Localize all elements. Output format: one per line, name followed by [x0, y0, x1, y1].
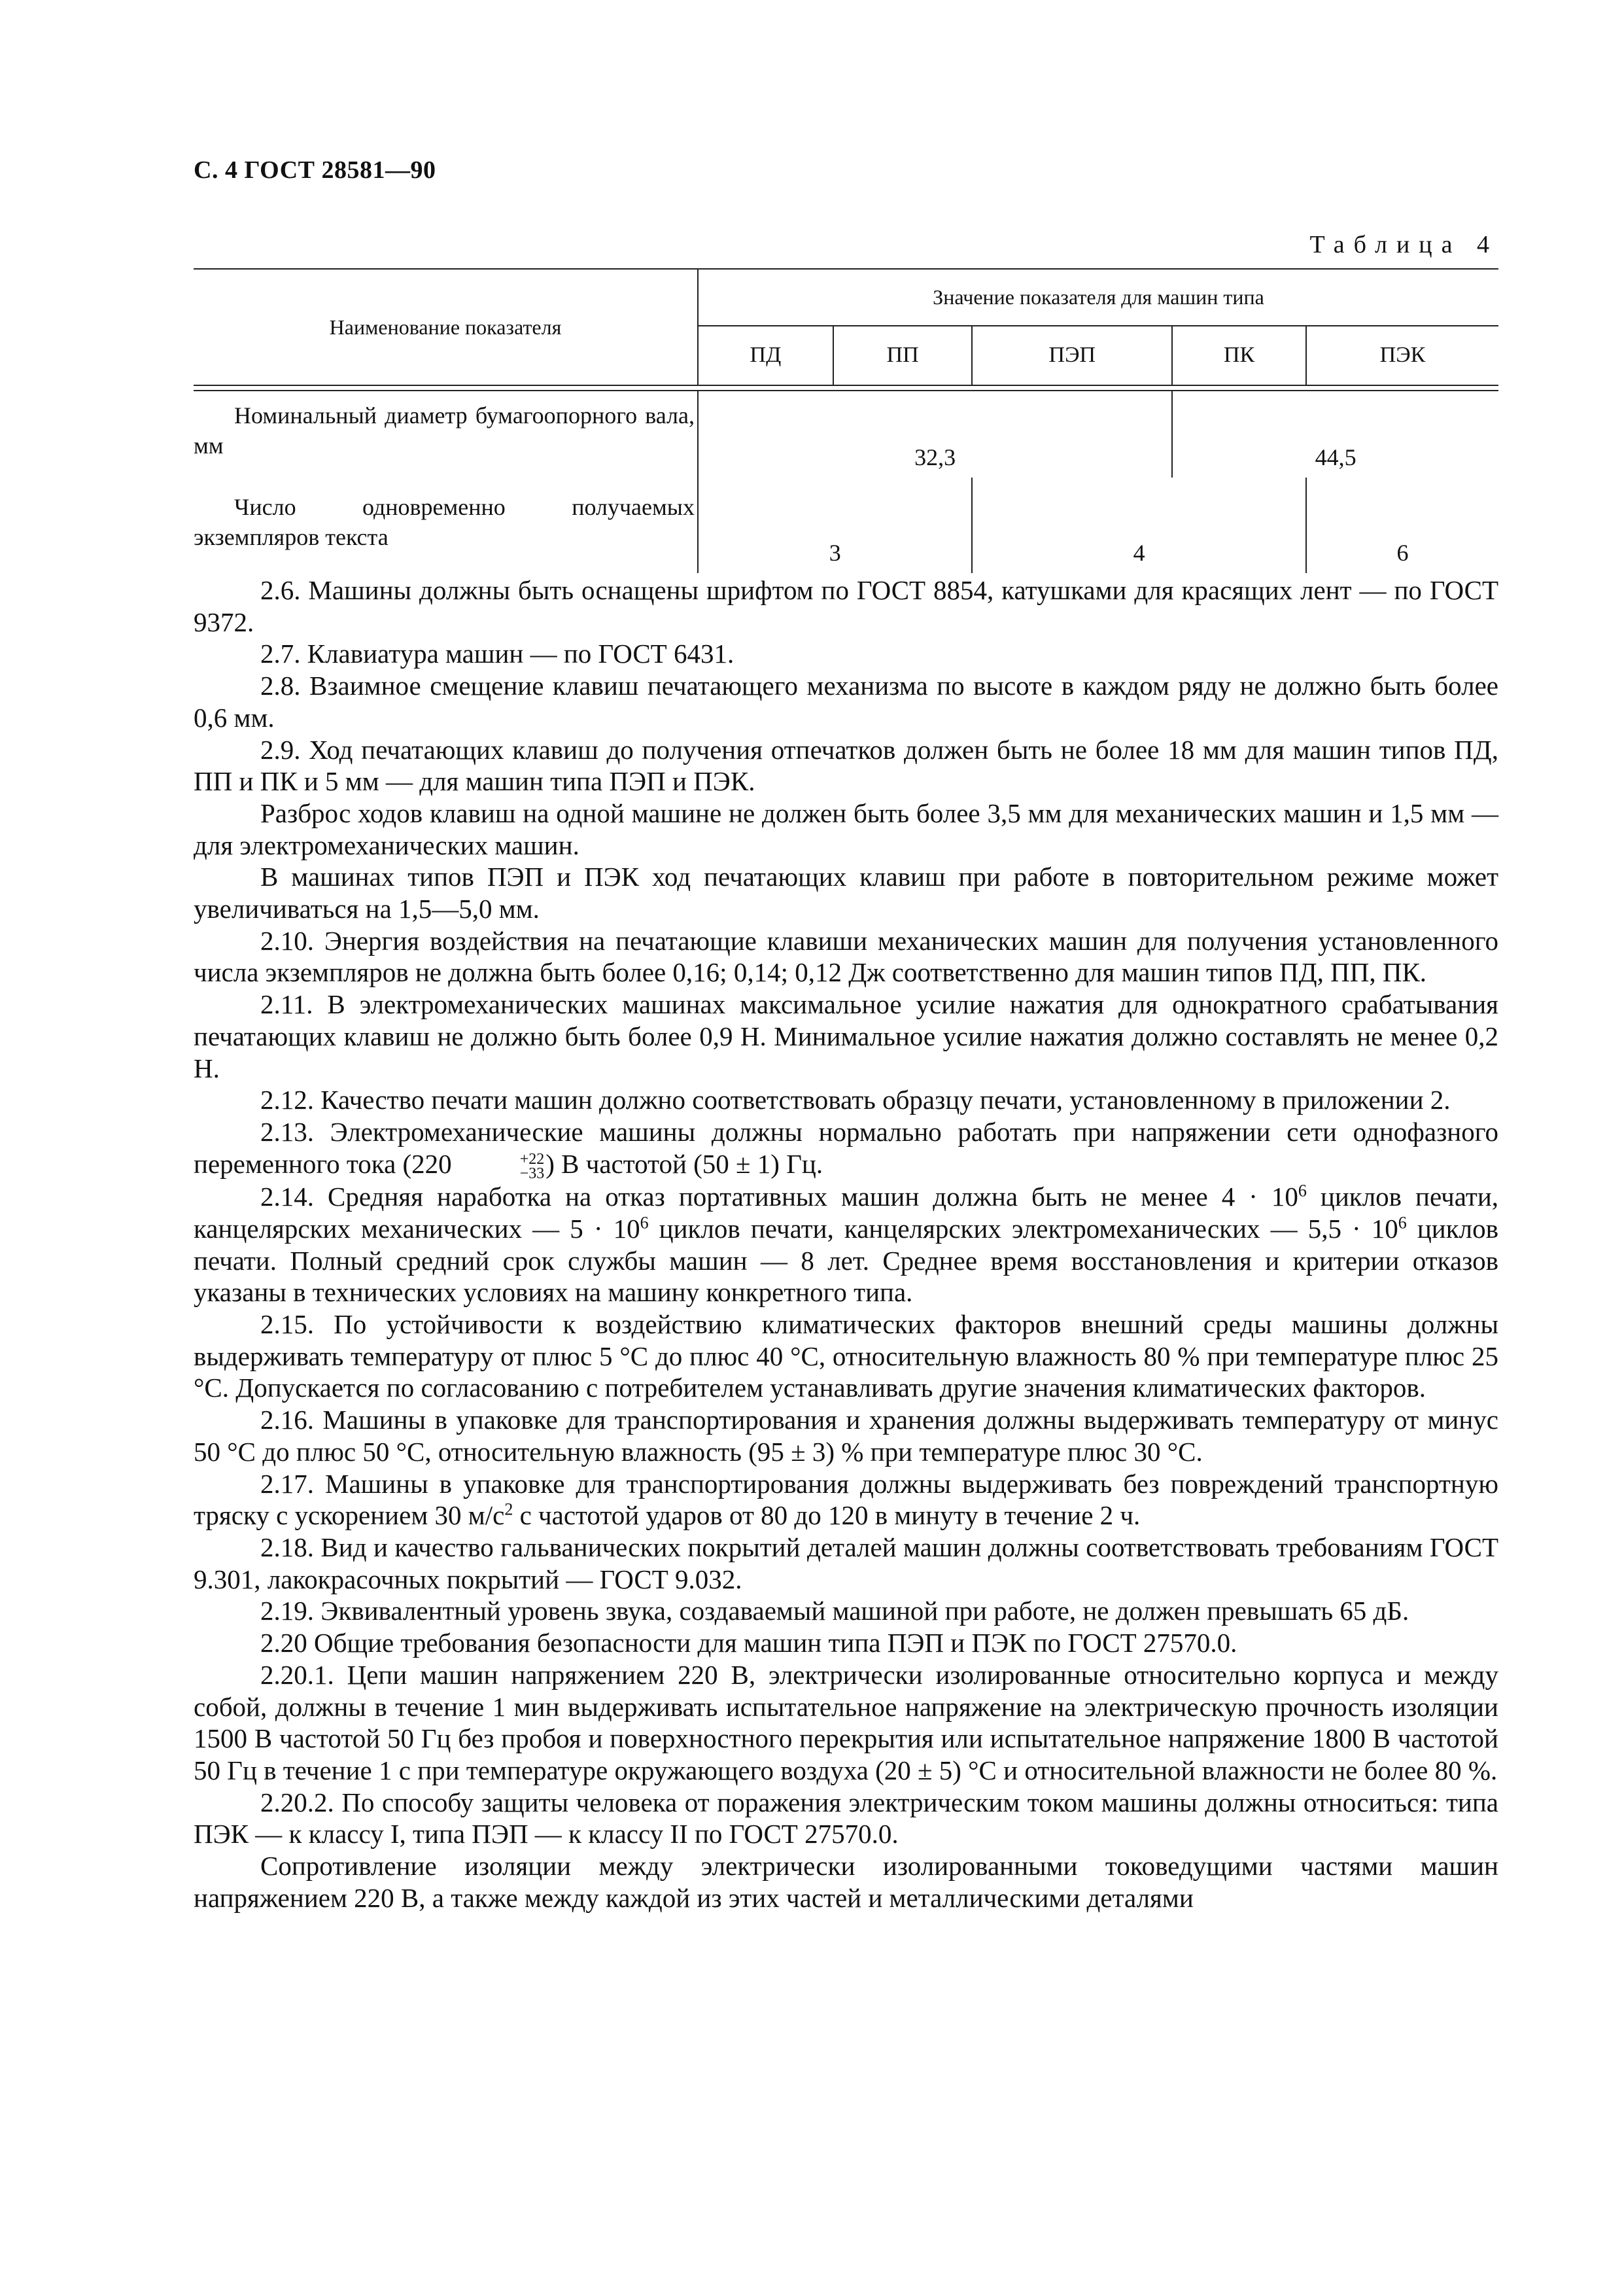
table-cell: 44,5 — [1315, 444, 1356, 470]
paragraph: В машинах типов ПЭП и ПЭК ход печатающих клавиш при работе в повторительном режиме может увеличиваться на 1,5—5,0 мм. — [194, 862, 1498, 924]
paragraph: 2.16. Машины в упаковке для транспортирования и хранения должны выдерживать температуру от минус 50 °С до плюс 50 °С, относительную влажность (95 ± 3) % при температуре плюс 30 °С. — [194, 1405, 1498, 1467]
table-cell: 3 — [698, 478, 972, 573]
table-header-group: Значение показателя для машин типа — [698, 269, 1498, 326]
spec-table — [194, 268, 1498, 573]
paragraph: 2.15. По устойчивости к воздействию климатических факторов внешний среды машины должны выдерживать температуру от плюс 5 °С до плюс 40 °С, относительную влажность 80 % при температуре плюс 25 °С. Допускается по согласованию с потребителем устанавливать другие значения климатических факторов. — [194, 1309, 1498, 1403]
paragraph: Сопротивление изоляции между электрически изолированными токоведущими частями машин напряжением 220 В, а также между каждой из этих частей и металлическими деталями — [194, 1851, 1498, 1913]
table-header-type: ПП — [833, 326, 973, 385]
header-separator — [194, 385, 1498, 391]
paragraph-2-17: 2.17. Машины в упаковке для транспортирования должны выдерживать без повреждений транспортную тряску с ускорением 30 $м/с^2$ с частотой ударов от 80 до 120 в минуту в течение 2 ч. — [194, 1468, 1498, 1531]
table-row — [194, 478, 1498, 573]
page-header: С. 4 ГОСТ 28581—90 — [194, 156, 436, 184]
table-cell: 4 — [972, 478, 1306, 573]
paragraph: 2.19. Эквивалентный уровень звука, создаваемый машиной при работе, не должен превышать 65 дБ. — [260, 1596, 1409, 1626]
table-cell: 6 — [1396, 540, 1409, 566]
table-header-type: ПЭК — [1379, 343, 1426, 368]
row-name: Число одновременно получаемых экземпляров текста — [194, 478, 698, 573]
table-header-name: Наименование показателя — [194, 269, 698, 385]
table-header-type: ПД — [698, 326, 833, 385]
row-name: Номинальный диаметр бумагоопорного вала, мм — [194, 391, 698, 478]
paragraph: 2.18. Вид и качество гальванических покрытий деталей машин должны соответствовать требованиям ГОСТ 9.301, лакокрасочных покрытий — ГОСТ 9.032. — [194, 1532, 1498, 1594]
paragraph: 2.6. Машины должны быть оснащены шрифтом по ГОСТ 8854, катушками для красящих лент — по ГОСТ 9372. — [194, 575, 1498, 637]
paragraph: 2.12. Качество печати машин должно соответствовать образцу печати, установленному в приложении 2. — [260, 1085, 1451, 1115]
table-row — [194, 391, 1498, 478]
table-caption: Таблица 4 — [1309, 231, 1498, 258]
tolerance: +22 −33 — [519, 1151, 545, 1183]
table-header-type: ПЭП — [972, 326, 1172, 385]
paragraph: 2.9. Ход печатающих клавиш до получения отпечатков должен быть не более 18 мм для машин типов ПД, ПП и ПК и 5 мм — для машин типа ПЭП и ПЭК. — [194, 734, 1498, 797]
paragraph: 2.10. Энергия воздействия на печатающие клавиши механических машин для получения установленного числа экземпляров не должна быть более 0,16; 0,14; 0,12 Дж соответственно для машин типов ПД, ПП, ПК. — [194, 925, 1498, 988]
body-text — [194, 574, 1498, 1914]
table-header-type: ПК — [1172, 326, 1306, 385]
paragraph: Разброс ходов клавиш на одной машине не должен быть более 3,5 мм для механических машин и 1,5 мм — для электромеханических машин. — [194, 797, 1498, 860]
paragraph-2-14: 2.14. Средняя наработка на отказ портативных машин должна быть не менее $4 \cdot 10^6$ циклов печати, канцелярских механических — $5 \cdot 10^6$ циклов печати, канцелярских электромеханических — $5,5 \cdot 10^6$ циклов печати. Полный средний срок службы машин — 8 лет. Среднее время восстановления и критерии отказов указаны в технических условиях на машину конкретного типа. — [194, 1181, 1499, 1308]
paragraph: 2.20 Общие требования безопасности для машин типа ПЭП и ПЭК по ГОСТ 27570.0. — [260, 1628, 1237, 1658]
paragraph: 2.7. Клавиатура машин — по ГОСТ 6431. — [260, 639, 734, 669]
paragraph: 2.8. Взаимное смещение клавиш печатающего механизма по высоте в каждом ряду не должно быть более 0,6 мм. — [194, 671, 1498, 733]
paragraph: 2.20.2. По способу защиты человека от поражения электрическим током машины должны относиться: типа ПЭК — к классу I, типа ПЭП — к классу II по ГОСТ 27570.0. — [194, 1787, 1498, 1849]
paragraph: 2.11. В электромеханических машинах максимальное усилие нажатия для однократного срабатывания печатающих клавиш не должно быть более 0,9 Н. Минимальное усилие нажатия должно составлять не менее 0,2 Н. — [194, 989, 1498, 1083]
table-cell: 32,3 — [698, 391, 1172, 478]
paragraph: 2.20.1. Цепи машин напряжением 220 В, электрически изолированные относительно корпуса и между собой, должны в течение 1 мин выдерживать испытательное напряжение на электрическую прочность изоляции 1500 В частотой 50 Гц без пробоя и поверхностного перекрытия или испытательное напряжение 1800 В частотой 50 Гц в течение 1 с при температуре окружающего воздуха (20 ± 5) °С и относительной влажности не более 80 %. — [194, 1659, 1498, 1785]
paragraph-2-13: 2.13. Электромеханические машины должны нормально работать при напряжении сети однофазного переменного тока (220 +22 −33 ) В частотой (50 ± 1) Гц. — [194, 1116, 1498, 1183]
